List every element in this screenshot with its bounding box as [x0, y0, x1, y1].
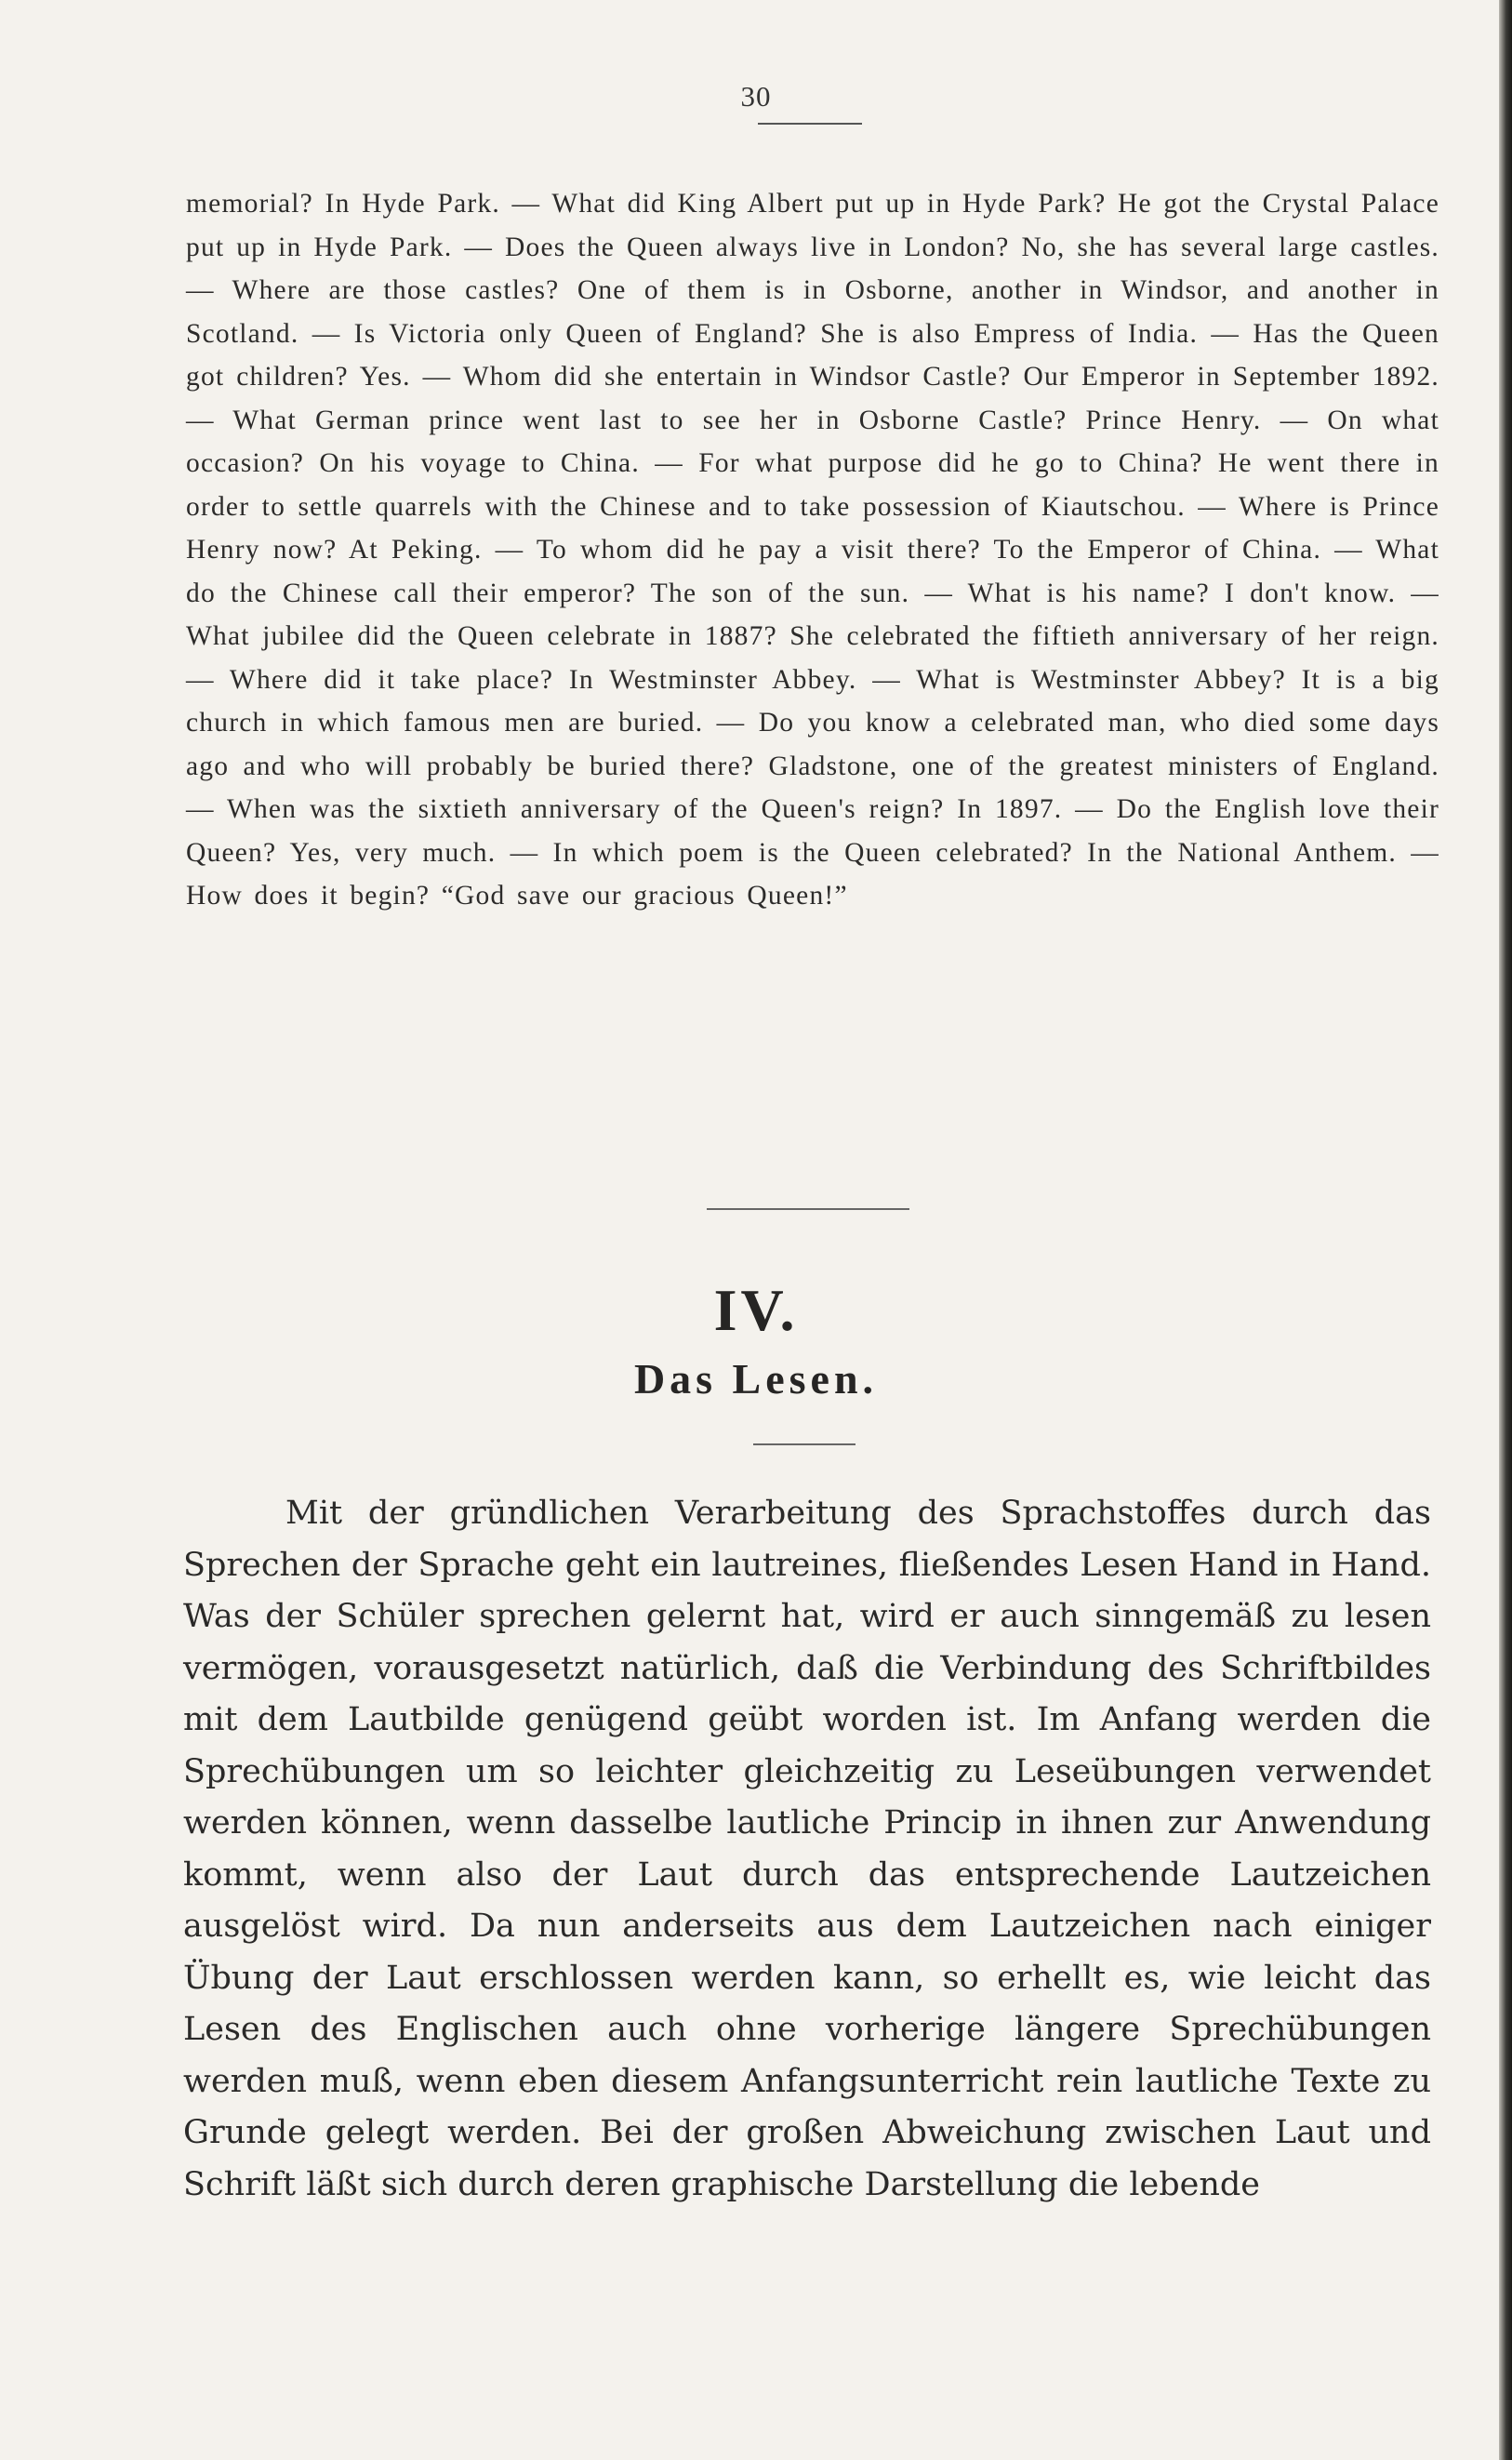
scan-edge	[1499, 0, 1512, 2460]
section-number: IV.	[713, 1277, 799, 1343]
body-paragraph: Mit der gründlichen Verarbeitung des Sprachstoffes durch das Sprechen der Sprache geht ein lautreines, fließendes Lesen Hand in Hand. Was der Schüler sprechen gelernt hat, wird er auch sinngemäß zu lesen vermögen, vorausgesetzt natürlich, daß die Verbindung des Schriftbildes mit dem Lautbilde genügend geübt worden ist. Im Anfang werden die Sprechübungen um so leichter gleichzeitig zu Leseübungen verwendet werden können, wenn dasselbe lautliche Princip in ihnen zur Anwendung kommt, wenn also der Laut durch das entsprechende Lautzeichen ausgelöst wird. Da nun anderseits aus dem Lautzeichen nach einiger Übung der Laut erschlossen werden kann, so erhellt es, wie leicht das Lesen des Englischen auch ohne vorherige längere Sprechübungen werden muß, wenn eben diesem Anfangsunterricht rein lautliche Texte zu Grunde gelegt werden. Bei der großen Abweichung zwischen Laut und Schrift läßt sich durch deren graphische Darstellung die lebende	[183, 1495, 1431, 2203]
section-title: Das Lesen.	[633, 1355, 879, 1403]
page-number-underline	[758, 123, 862, 125]
section-divider-bottom	[753, 1443, 855, 1445]
section-divider-top	[707, 1208, 909, 1210]
qa-paragraph: memorial? In Hyde Park. — What did King Albert put up in Hyde Park? He got the Crystal Palace put up in Hyde Park. — Does the Queen always live in London? No, she has several large castles. — Where are those castles? One of them is in Osborne, another in Windsor, and another in Scotland. — Is Victoria only Queen of England? She is also Empress of India. — Has the Queen got children? Yes. — Whom did she entertain in Windsor Castle? Our Emperor in September 1892. — What German prince went last to see her in Osborne Castle? Prince Henry. — On what occasion? On his voyage to China. — For what purpose did he go to China? He went there in order to settle quarrels with the Chinese and to take possession of Kiautschou. — Where is Prince Henry now? At Peking. — To whom did he pay a visit there? To the Emperor of China. — What do the Chinese call their emperor? The son of the sun. — What is his name? I don't know. — What jubilee did the Queen celebrate in 1887? She celebrated the fiftieth anniversary of her reign. — Where did it take place? In Westminster Abbey. — What is Westminster Abbey? It is a big church in which famous men are buried. — Do you know a celebrated man, who died some days ago and who will probably be buried there? Gladstone, one of the greatest ministers of England. — When was the sixtieth anniversary of the Queen's reign? In 1897. — Do the English love their Queen? Yes, very much. — In which poem is the Queen celebrated? In the National Anthem. — How does it begin? “God save our gracious Queen!”	[186, 189, 1439, 911]
page-number: 30	[740, 80, 772, 113]
